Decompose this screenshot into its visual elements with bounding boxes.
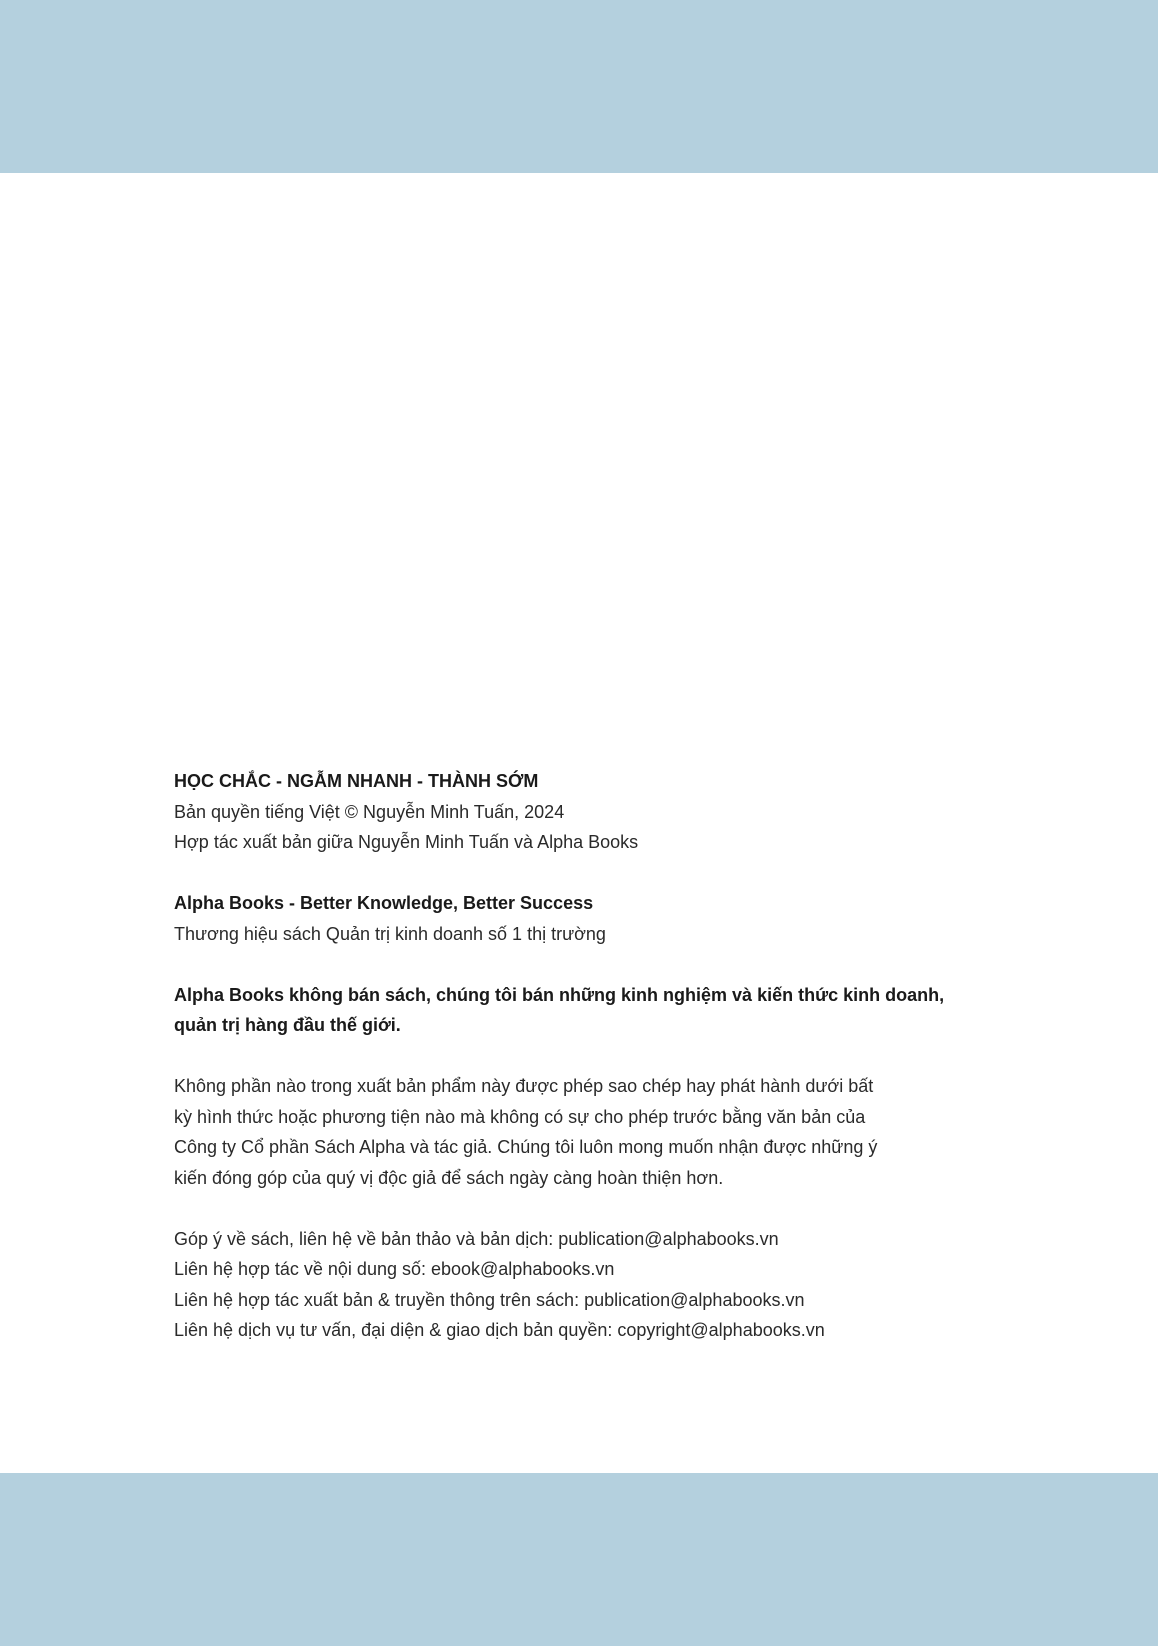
contact-line-ebook: Liên hệ hợp tác về nội dung số: ebook@alphabooks.vn (174, 1259, 615, 1279)
copyright-line: Bản quyền tiếng Việt © Nguyễn Minh Tuấn, 2024 (174, 801, 565, 822)
contact-line-feedback: Góp ý về sách, liên hệ về bản thảo và bản dịch: publication@alphabooks.vn (174, 1228, 779, 1249)
copyright-page-content (174, 766, 974, 1346)
title-block (174, 766, 974, 858)
brand-block (174, 888, 974, 949)
rights-line: kỳ hình thức hoặc phương tiện nào mà không có sự cho phép trước bằng văn bản của (174, 1106, 866, 1127)
contact-line-copyright: Liên hệ dịch vụ tư vấn, đại diện & giao dịch bản quyền: copyright@alphabooks.vn (174, 1320, 825, 1340)
mission-line: Alpha Books không bán sách, chúng tôi bán những kinh nghiệm và kiến thức kinh doanh, (174, 984, 945, 1005)
bottom-color-band (0, 1473, 1158, 1646)
contact-block (174, 1224, 974, 1346)
contact-line-publication: Liên hệ hợp tác xuất bản & truyền thông trên sách: publication@alphabooks.vn (174, 1289, 805, 1310)
brand-name: Alpha Books - Better Knowledge, Better Success (174, 893, 594, 913)
rights-block (174, 1071, 974, 1193)
rights-line: Công ty Cổ phần Sách Alpha và tác giả. Chúng tôi luôn mong muốn nhận được những ý (174, 1137, 878, 1157)
rights-line: Không phần nào trong xuất bản phẩm này được phép sao chép hay phát hành dưới bất (174, 1076, 874, 1096)
mission-block (174, 980, 974, 1041)
top-color-band (0, 0, 1158, 173)
cooperation-line: Hợp tác xuất bản giữa Nguyễn Minh Tuấn và Alpha Books (174, 832, 639, 852)
book-title: HỌC CHẮC - NGẪM NHANH - THÀNH SỚM (174, 771, 539, 791)
brand-tagline: Thương hiệu sách Quản trị kinh doanh số 1 thị trường (174, 923, 606, 944)
mission-line: quản trị hàng đầu thế giới. (174, 1015, 401, 1035)
rights-line: kiến đóng góp của quý vị độc giả để sách ngày càng hoàn thiện hơn. (174, 1167, 724, 1188)
